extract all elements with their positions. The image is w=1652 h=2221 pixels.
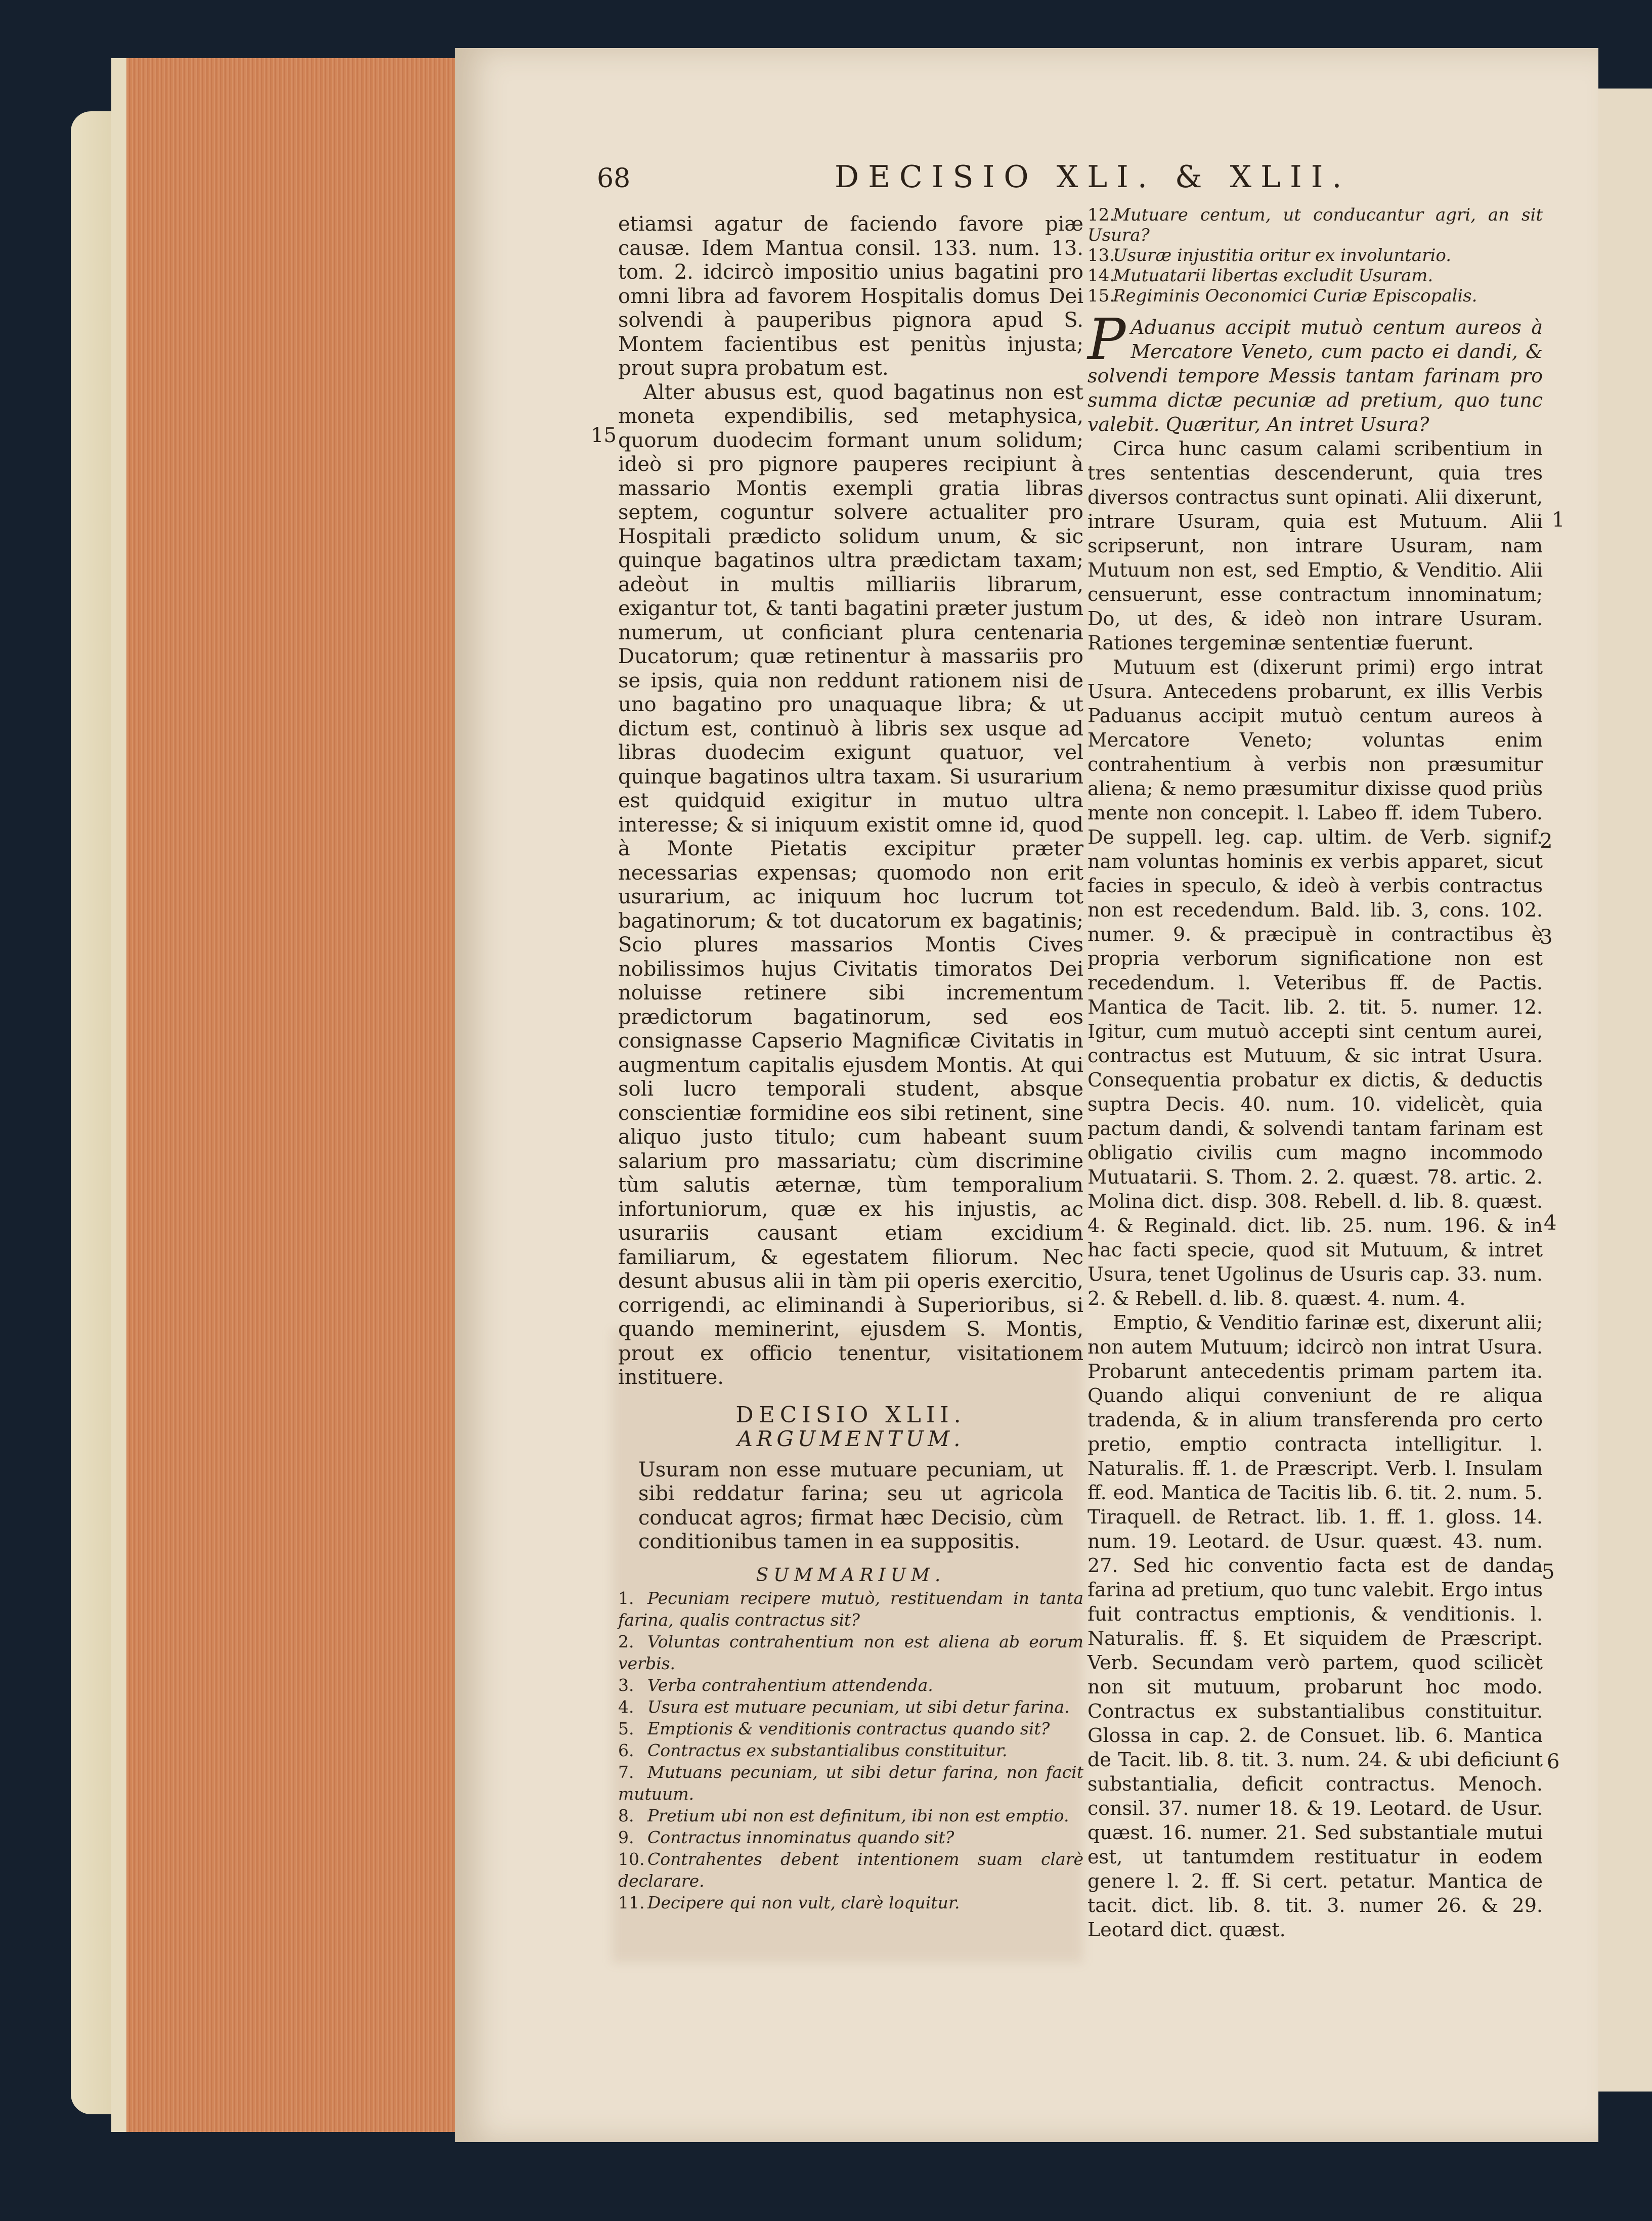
summary-item-text: Contractus ex substantialibus constituitur. <box>647 1740 1008 1760</box>
summary-item-number: 2. <box>618 1632 634 1651</box>
summary-item-text: Pecuniam recipere mutuò, restituendam in tanta farina, qualis contractus sit? <box>618 1588 1083 1630</box>
summary-heading: SUMMARIUM. <box>756 1564 946 1586</box>
page-number: 68 <box>597 163 631 194</box>
facing-page-edge <box>1598 89 1652 2092</box>
summary-item-text: Decipere qui non vult, clarè loquitur. <box>647 1893 960 1912</box>
drop-cap: P <box>1088 307 1126 373</box>
summary-item-text: Mutuare centum, ut conducantur agri, an sit Usura? <box>1088 205 1543 245</box>
summary-item-text: Voluntas contrahentium non est aliena ab eorum verbis. <box>618 1632 1083 1673</box>
summary-item <box>618 1761 1083 1805</box>
summary-list <box>618 1587 1083 1913</box>
summary-item-text: Regiminis Oeconomici Curiæ Episcopalis. <box>1113 286 1477 306</box>
summary-item-number: 6. <box>618 1740 634 1760</box>
running-title: DECISIO XLI. & XLII. <box>835 159 1351 195</box>
summary-item-number: 13. <box>1088 245 1115 266</box>
summary-item-number: 15. <box>1088 286 1115 306</box>
summary-item-number: 4. <box>618 1697 634 1717</box>
summary-item-text: Contrahentes debent intentionem suam clarè declarare. <box>618 1849 1083 1891</box>
summary-item-text: Usura est mutuare pecuniam, ut sibi detur farina. <box>647 1697 1070 1717</box>
summary-item <box>618 1892 1083 1913</box>
summary-item-number: 7. <box>618 1762 634 1782</box>
summary-item <box>618 1587 1083 1631</box>
summary-item-text: Contractus innominatus quando sit? <box>647 1827 954 1847</box>
summary-item-number: 12. <box>1088 205 1115 225</box>
summary-item-text: Pretium ubi non est definitum, ibi non est emptio. <box>647 1806 1069 1825</box>
summary-item <box>618 1674 1083 1696</box>
left-column <box>618 212 1083 1913</box>
summary-item <box>1088 286 1543 306</box>
summary-item <box>618 1631 1083 1674</box>
summary-item-text: Emptionis & venditionis contractus quando sit? <box>647 1719 1050 1738</box>
decision-heading: DECISIO XLII. <box>735 1402 966 1428</box>
summary-item-text: Usuræ injustitia oritur ex involuntario. <box>1113 245 1452 266</box>
page-block-edge <box>111 58 465 2132</box>
summary-item <box>618 1718 1083 1739</box>
summary-item-text: Mutuans pecuniam, ut sibi detur farina, non facit mutuum. <box>618 1762 1083 1804</box>
summary-item-number: 11. <box>618 1893 645 1912</box>
summary-item-text: Mutuatarii libertas excludit Usuram. <box>1113 266 1433 286</box>
margin-number: 3 <box>1540 926 1553 949</box>
case-statement <box>1088 307 1543 437</box>
summary-item <box>618 1826 1083 1848</box>
summary-item-number: 14. <box>1088 266 1115 286</box>
right-paragraph: Emptio, & Venditio farinæ est, dixerunt alii; non autem Mutuum; idcircò non intrat Usura. Probarunt antecedentis primam partem ita. Quando aliqui conveniunt de re aliqua tradenda, & in alium transferenda pro certo pretio, emptio contracta intelligitur. l. Naturalis. ff. 1. de Præscript. Verb. l. Insulam ff. eod. Mantica de Tacitis lib. 6. tit. 2. num. 5. Tiraquell. de Retract. lib. 1. ff. 1. gloss. 14. num. 19. Leotard. de Usur. quæst. 43. num. 27. Sed hic conventio facta est de danda farina ad pretium, quo tunc valebit. Ergo intus fuit contractus emptionis, & venditionis. l. Naturalis. ff. §. Et siquidem de Præscript. Verb. Secundam verò partem, quod scilicèt non sit mutuum, probarunt hoc modo. Contractus ex substantialibus constituitur. Glossa in cap. 2. de Consuet. lib. 6. Mantica de Tacit. lib. 8. tit. 3. num. 24. & ubi deficiunt substantialia, deficit contractus. Menoch. consil. 37. numer 18. & 19. Leotard. de Usur. quæst. 16. numer. 21. Sed substantiale mutui est, ut tantumdem restituatur in eodem genere l. 2. ff. Si cert. petatur. Mantica de tacit. dict. lib. 8. tit. 3. numer 26. & 29. Leotard dict. quæst. <box>1088 1312 1543 1941</box>
left-paragraph: etiamsi agatur de faciendo favore piæ causæ. Idem Mantua consil. 133. num. 13. tom. 2. idcircò impositio unius bagatini pro omni libra ad favorem Hospitalis domus Dei solvendi à pauperibus pignora apud S. Montem facientibus est penitùs injusta; prout supra probatum est. <box>618 212 1083 380</box>
summary-item <box>1088 205 1543 245</box>
summary-item <box>618 1696 1083 1718</box>
case-text: Aduanus accipit mutuò centum aureos à Mercatore Veneto, cum pacto ei dandi, & solvendi tempore Messis tantam farinam pro summa dictæ pecuniæ ad pretium, quo tunc valebit. Quæritur, An intret Usura? <box>1088 316 1543 436</box>
running-header <box>597 159 1426 205</box>
right-column <box>1088 205 1543 1942</box>
margin-number: 1 <box>1552 508 1565 532</box>
right-paragraph: Circa hunc casum calami scribentium in tres sententias descenderunt, quia tres diversos contractus sunt opinati. Alii dixerunt, intrare Usuram, quia est Mutuum. Alii scripserunt, non intrare Usuram, nam Mutuum non est, sed Emptio, & Venditio. Alii censuerunt, esse contractum innominatum; Do, ut des, & ideò non intrare Usuram. Rationes tergeminæ sententiæ fuerunt. <box>1088 438 1543 654</box>
margin-number: 15 <box>591 424 617 447</box>
margin-number: 4 <box>1544 1211 1557 1235</box>
summary-item <box>1088 245 1543 266</box>
summary-item-text: Verba contrahentium attendenda. <box>647 1675 933 1695</box>
argument-heading: ARGUMENTUM. <box>737 1426 965 1451</box>
summary-item <box>618 1739 1083 1761</box>
right-paragraph: Mutuum est (dixerunt primi) ergo intrat Usura. Antecedens probarunt, ex illis Verbis Paduanus accipit mutuò centum aureos à Mercatore Veneto; voluntas enim contrahentium à verbis non præsumitur aliena; & nemo præsumitur dixisse quod priùs mente non concepit. l. Labeo ff. idem Tubero. De suppell. leg. cap. ultim. de Verb. signif. nam voluntas hominis ex verbis apparet, sicut facies in speculo, & ideò à verbis contractus non est recedendum. Bald. lib. 3, cons. 102. numer. 9. & præcipuè in contractibus è propria verborum significatione non est recedendum. l. Veteribus ff. de Pactis. Mantica de Tacit. lib. 2. tit. 5. numer. 12. Igitur, cum mutuò accepti sint centum aurei, contractus est Mutuum, & sic intrat Usura. Consequentia probatur ex dictis, & deductis suptra Decis. 40. num. 10. videlicèt, quia pactum dandi, & solvendi tantam farinam est obligatio civilis cum magno incommodo Mutuatarii. S. Thom. 2. 2. quæst. 78. artic. 2. Molina dict. disp. 308. Rebell. d. lib. 8. quæst. 4. & Reginald. dict. lib. 25. num. 196. & in hac facti specie, quod sit Mutuum, & intret Usura, tenet Ugolinus de Usuris cap. 33. num. 2. & Rebell. d. lib. 8. quæst. 4. num. 4. <box>1088 656 1543 1310</box>
summary-item-number: 8. <box>618 1806 634 1825</box>
margin-number: 2 <box>1540 830 1553 853</box>
summary-item-number: 9. <box>618 1827 634 1847</box>
summary-item-number: 10. <box>618 1849 645 1869</box>
summary-item-number: 5. <box>618 1719 634 1738</box>
summary-item-number: 1. <box>618 1588 634 1608</box>
summary-continued <box>1088 205 1543 306</box>
argument-text: Usuram non esse mutuare pecuniam, ut sibi reddatur farina; seu ut agricola conducat agros; firmat hæc Decisio, cùm conditionibus tamen in ea suppositis. <box>638 1458 1063 1553</box>
summary-item <box>618 1805 1083 1826</box>
summary-item <box>618 1848 1083 1892</box>
margin-number: 5 <box>1542 1560 1555 1584</box>
summary-item <box>1088 266 1543 286</box>
margin-number: 6 <box>1547 1750 1560 1773</box>
summary-item-number: 3. <box>618 1675 634 1695</box>
left-paragraph: Alter abusus est, quod bagatinus non est moneta expendibilis, sed metaphysica, quorum duodecim formant unum solidum; ideò si pro pignore pauperes recipiunt à massario Montis exempli gratia libras septem, coguntur solvere actualiter pro Hospitali prædicto solidum unum, & sic quinque bagatinos ultra prædictam taxam; adeòut in multis milliariis librarum, exigantur tot, & tanti bagatini præter justum numerum, ut conficiant plura centenaria Ducatorum; quæ retinentur à massariis pro se ipsis, quia non reddunt rationem nisi de uno bagatino pro unaquaque libra; & ut dictum est, continuò à libris sex usque ad libras duodecim exigunt quatuor, vel quinque bagatinos ultra taxam. Si usurarium est quidquid exigitur in mutuo ultra interesse; & si iniquum existit omne id, quod à Monte Pietatis excipitur præter necessarias expensas; quomodo non erit usurarium, ac iniquum hoc lucrum tot bagatinorum; & tot ducatorum ex bagatinis; Scio plures massarios Montis Cives nobilissimos hujus Civitatis timoratos Dei noluisse retinere sibi incrementum prædictorum bagatinorum, sed eos consignasse Capserio Magnificæ Civitatis in augmentum capitalis ejusdem Montis. At qui soli lucro temporali student, absque conscientiæ formidine eos sibi retinent, sine aliquo justo titulo; cum habeant suum salarium pro massariatu; cùm discrimine tùm salutis æternæ, tùm temporalium infortuniorum, quæ ex his injustis, ac usurariis causant etiam excidium familiarum, & egestatem filiorum. Nec desunt abusus alii in tàm pii operis exercitio, corrigendi, ac eliminandi à Superioribus, si quando meminerint, ejusdem S. Montis, prout ex officio tenentur, visitationem instituere. <box>618 380 1083 1389</box>
